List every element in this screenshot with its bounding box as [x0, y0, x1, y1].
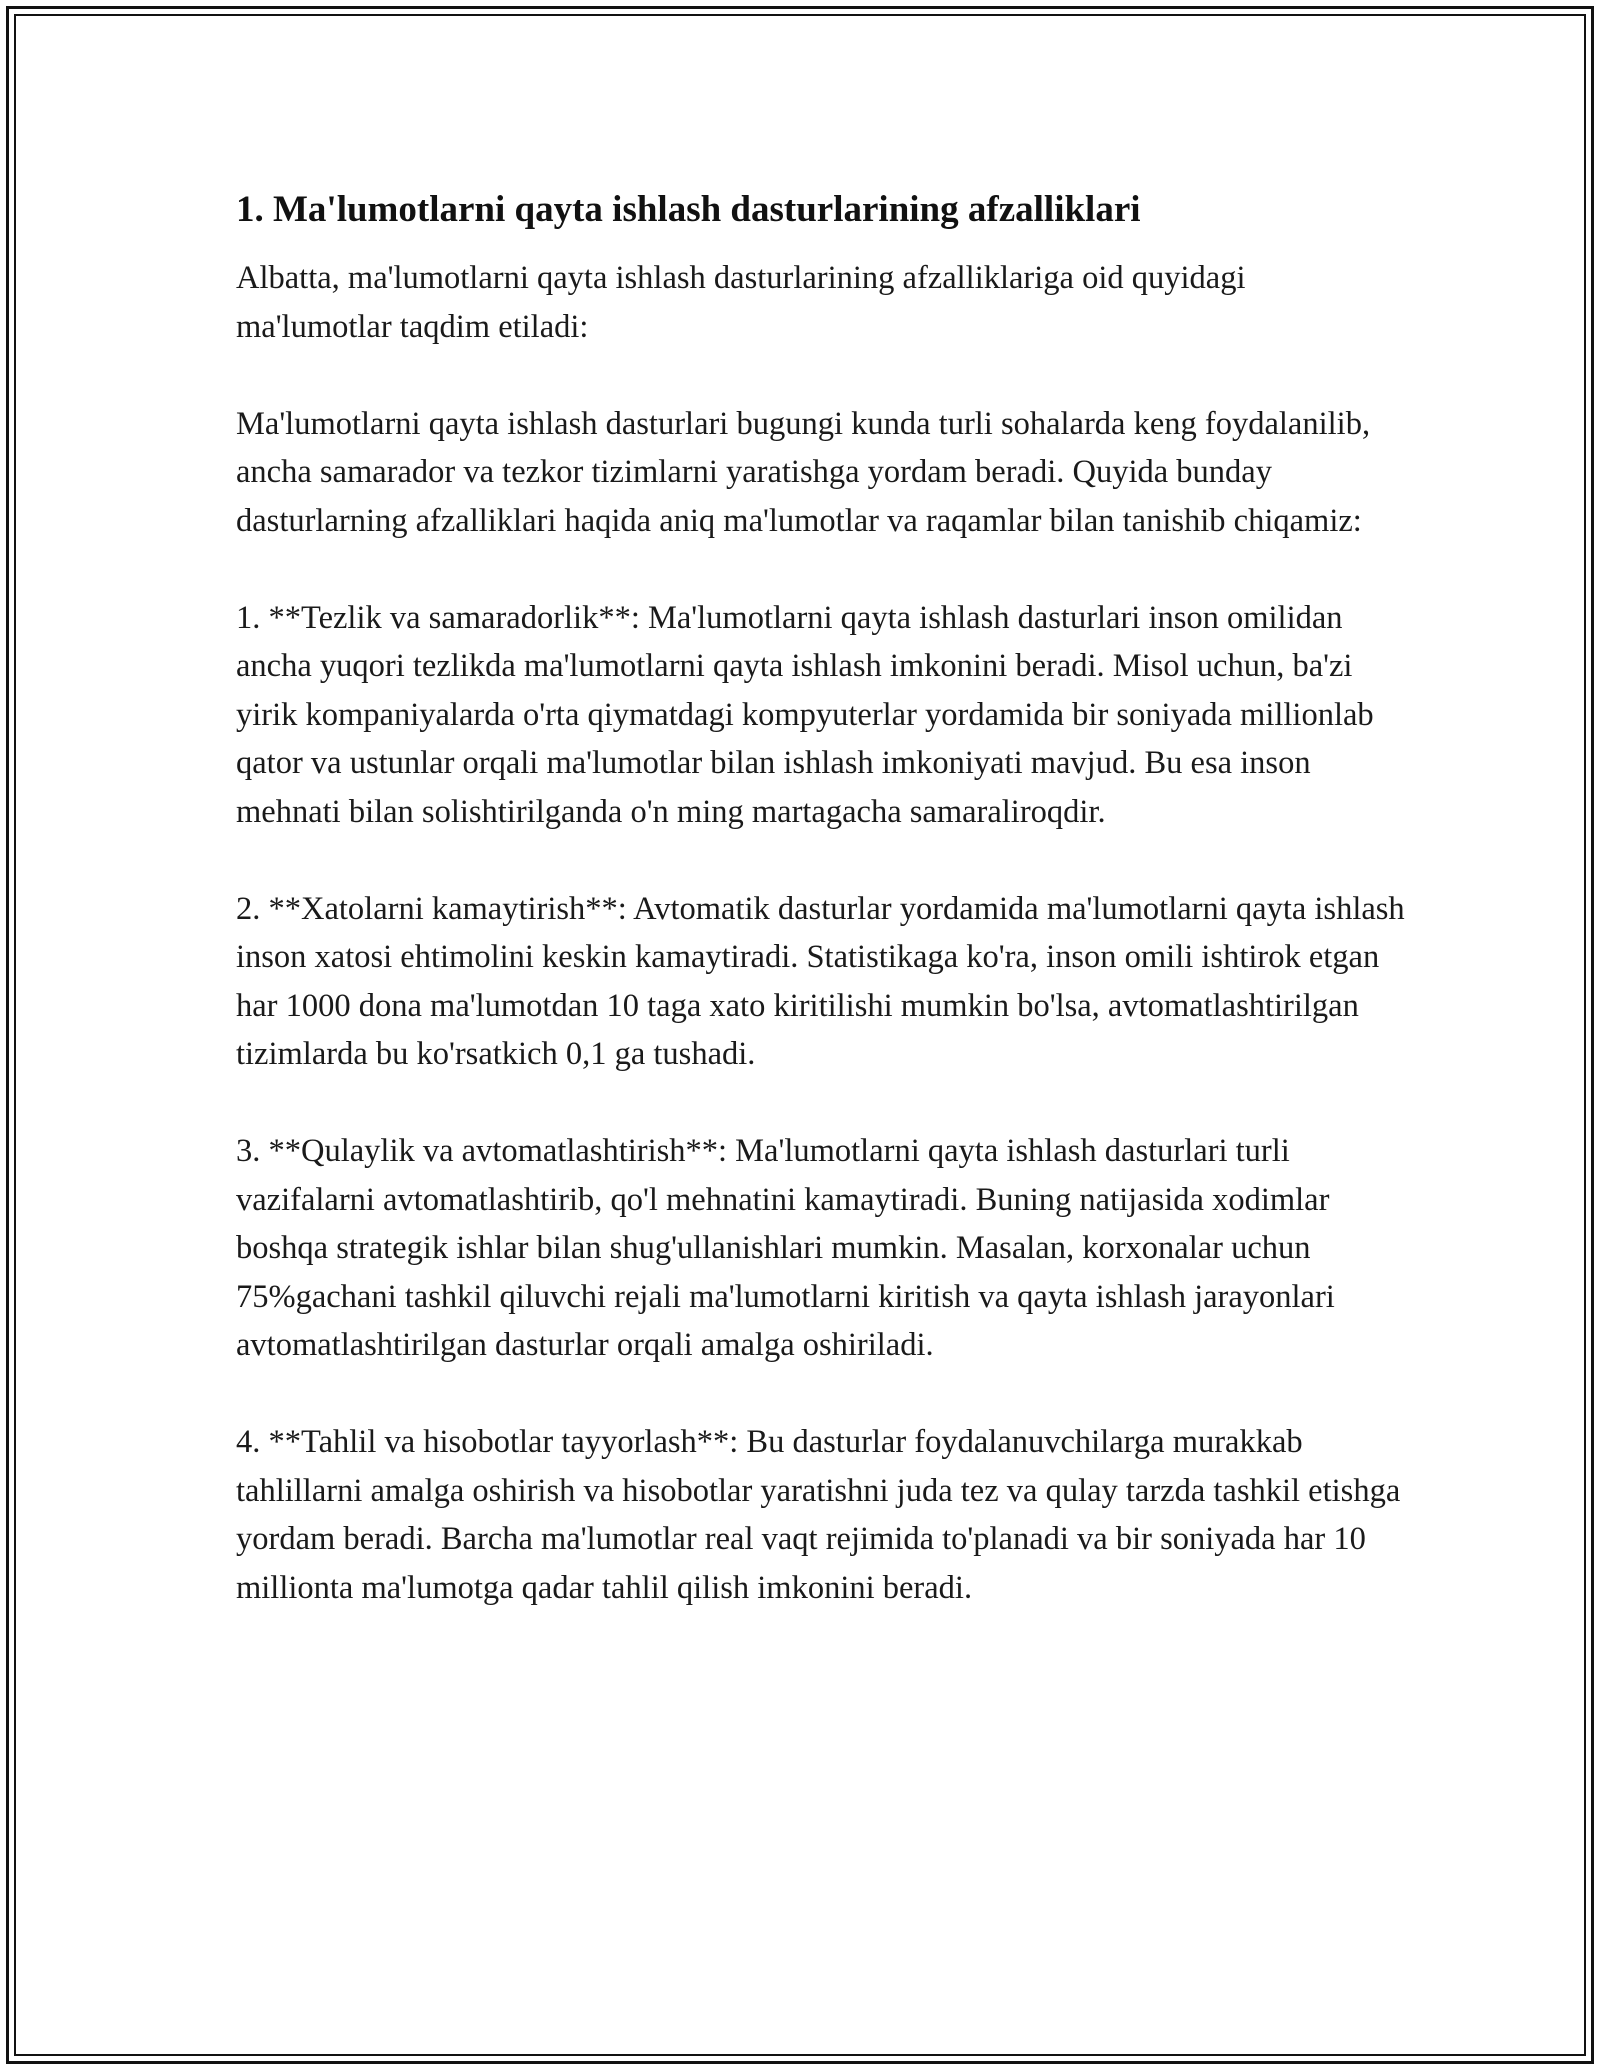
- document-title: 1. Ma'lumotlarni qayta ishlash dasturlarining afzalliklari: [236, 189, 1141, 230]
- paragraph-speed: 1. **Tezlik va samaradorlik**: Ma'lumotlarni qayta ishlash dasturlari inson omilidan ancha yuqori tezlikda ma'lumotlarni qayta ishlash imkonini beradi. Misol uchun, ba'zi yirik kompaniyalarda o'rta qiymatdagi kompyuterlar yordamida bir soniyada millionlab qator va ustunlar orqali ma'lumotlar bilan ishlash imkoniyati mavjud. Bu esa inson mehnati bilan solishtirilganda o'n ming martagacha samaraliroqdir.: [236, 599, 1374, 830]
- paragraph-overview: Ma'lumotlarni qayta ishlash dasturlari bugungi kunda turli sohalarda keng foydalanilib, ancha samarador va tezkor tizimlarni yaratishga yordam beradi. Quyida bunday dasturlarning afzalliklari haqida aniq ma'lumotlar va raqamlar bilan tanishib chiqamiz:: [236, 405, 1371, 539]
- paragraph-automation: 3. **Qulaylik va avtomatlashtirish**: Ma'lumotlarni qayta ishlash dasturlari turli vazifalarni avtomatlashtirib, qo'l mehnatini kamaytiradi. Buning natijasida xodimlar boshqa strategik ishlar bilan shug'ullanishlari mumkin. Masalan, korxonalar uchun 75%gachani tashkil qiluvchi rejali ma'lumotlarni kiritish va qayta ishlash jarayonlari avtomatlashtirilgan dasturlar orqali amalga oshiriladi.: [236, 1133, 1335, 1363]
- paragraph-errors: 2. **Xatolarni kamaytirish**: Avtomatik dasturlar yordamida ma'lumotlarni qayta ishlash inson xatosi ehtimolini keskin kamaytiradi. Statistikaga ko'ra, inson omili ishtirok etgan har 1000 dona ma'lumotdan 10 taga xato kiritilishi mumkin bo'lsa, avtomatlashtirilgan tizimlarda bu ko'rsatkich 0,1 ga tushadi.: [236, 890, 1405, 1072]
- paragraph-intro: Albatta, ma'lumotlarni qayta ishlash dasturlarining afzalliklariga oid quyidagi ma'lumotlar taqdim etiladi:: [236, 260, 1246, 345]
- paragraph-analysis: 4. **Tahlil va hisobotlar tayyorlash**: Bu dasturlar foydalanuvchilarga murakkab tahlillarni amalga oshirish va hisobotlar yaratishni juda tez va qulay tarzda tashkil etishga yordam beradi. Barcha ma'lumotlar real vaqt rejimida to'planadi va bir soniyada har 10 millionta ma'lumotga qadar tahlil qilish imkonini beradi.: [236, 1424, 1401, 1606]
- document-body: [236, 186, 1406, 1612]
